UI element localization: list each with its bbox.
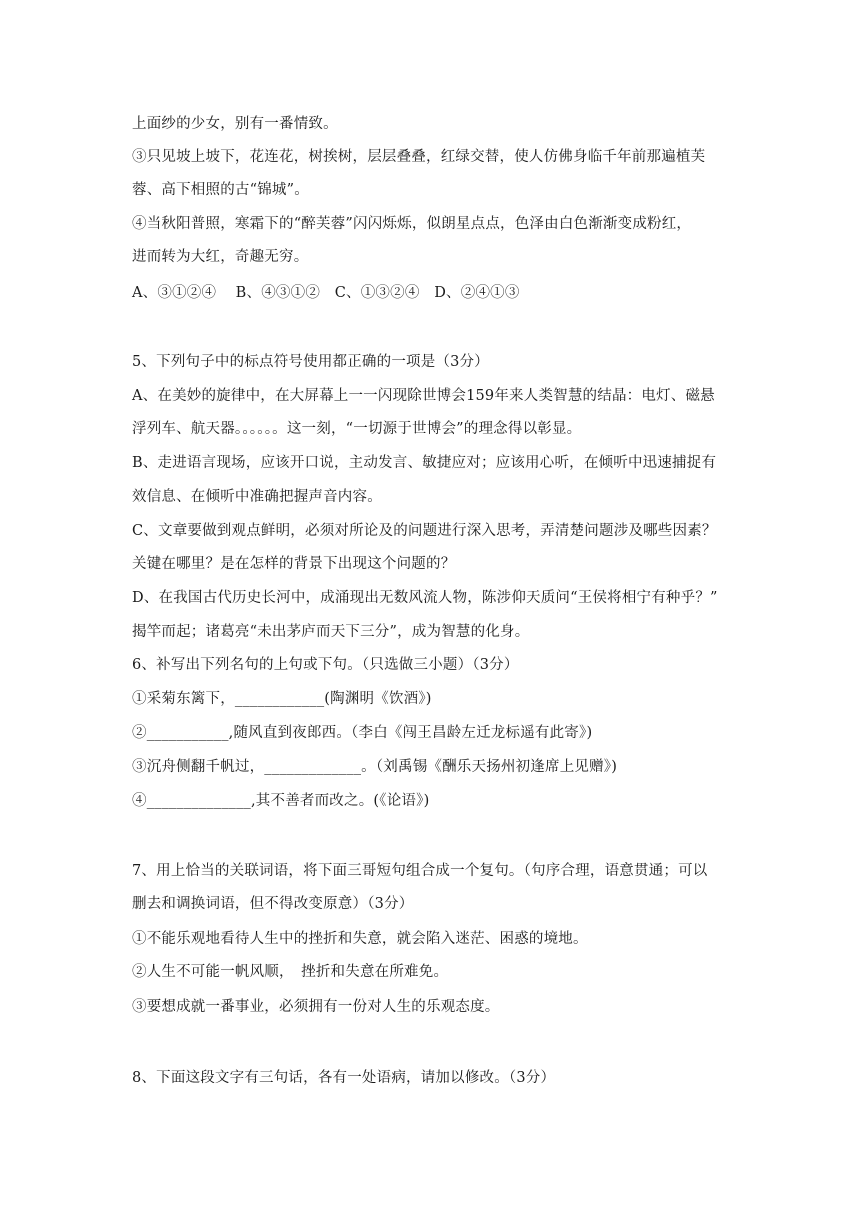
passage-line: 蓉、高下相照的古“锦城”。 (132, 182, 309, 198)
option-d-line: 揭竿而起；诸葛亮“未出茅庐而天下三分”，成为智慧的化身。 (132, 624, 530, 640)
fill-blank-item: ①采菊东篱下，____________(陶渊明《饮酒》) (132, 691, 432, 707)
answer-options: A、③①②④ B、④③①② C、①③②④ D、②④①③ (132, 285, 520, 301)
passage-line: ④当秋阳普照，寒霜下的“醉芙蓉”闪闪烁烁，似朗星点点，色泽由白色渐渐变成粉红， (132, 216, 692, 232)
option-b-line: 效信息、在倾听中准确把握声音内容。 (132, 489, 382, 505)
question-6-heading: 6、补写出下列名句的上句或下句。（只选做三小题）（3分） (132, 657, 519, 673)
option-a-line: A、在美妙的旋律中，在大屏幕上一一闪现除世博会159年来人类智慧的结晶：电灯、磁悬 (132, 388, 715, 404)
fill-blank-item: ②___________,随风直到夜郎西。（李白《闯王昌龄左迁龙标遥有此寄》) (132, 725, 593, 741)
option-a-line: 浮列车、航天器。。。。。。这一刻，“一切源于世博会”的理念得以彰显。 (132, 421, 582, 437)
clause-item: ②人生不可能一帆风顺， 挫折和失意在所难免。 (132, 964, 449, 980)
passage-line: 进而转为大红，奇趣无穷。 (132, 249, 309, 265)
option-c-line: 关键在哪里？是在怎样的背景下出现这个问题的？ (132, 556, 456, 572)
question-8-heading: 8、下面这段文字有三句话，各有一处语病，请加以修改。（3分） (132, 1070, 556, 1086)
clause-item: ①不能乐观地看待人生中的挫折和失意，就会陷入迷茫、困惑的境地。 (132, 931, 588, 947)
clause-item: ③要想成就一番事业，必须拥有一份对人生的乐观态度。 (132, 999, 500, 1015)
passage-line: 上面纱的少女，别有一番情致。 (132, 116, 338, 132)
passage-line: ③只见坡上坡下，花连花，树挨树，层层叠叠，红绿交替，使人仿佛身临千年前那遍植芙 (132, 149, 706, 165)
fill-blank-item: ④______________,其不善者而改之。(《论语》) (132, 793, 430, 809)
option-c-line: C、文章要做到观点鲜明，必须对所论及的问题进行深入思考，弄清楚问题涉及哪些因素？ (132, 523, 717, 539)
option-d-line: D、在我国古代历史长河中，成涌现出无数风流人物，陈涉仰天质问“王侯将相宁有种乎？” (132, 590, 718, 606)
fill-blank-item: ③沉舟侧翻千帆过，_____________。（刘禹锡《酬乐天扬州初逢席上见赠》) (132, 759, 618, 775)
question-5-heading: 5、下列句子中的标点符号使用都正确的一项是（3分） (132, 354, 489, 370)
question-7-heading: 7、用上恰当的关联词语，将下面三哥短句组合成一个复句。（句序合理，语意贯通；可以 (132, 863, 708, 879)
question-7-heading: 删去和调换词语，但不得改变原意）（3分） (132, 896, 414, 912)
option-b-line: B、走进语言现场，应该开口说，主动发言、敏捷应对；应该用心听，在倾听中迅速捕捉有 (132, 455, 717, 471)
